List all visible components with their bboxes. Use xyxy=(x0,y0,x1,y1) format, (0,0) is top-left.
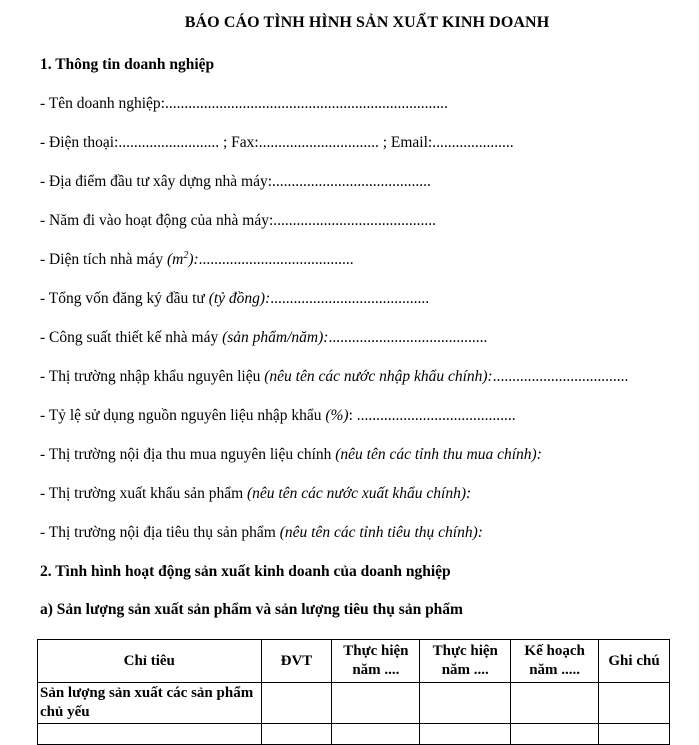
table-cell-empty[interactable] xyxy=(511,724,599,745)
col-header-ghichu: Ghi chú xyxy=(599,640,670,683)
field-ten-dots[interactable]: ......................................................................... xyxy=(164,95,448,112)
table-cell[interactable] xyxy=(261,683,332,724)
col-header-chitieu: Chỉ tiêu xyxy=(38,640,262,683)
field-von-unit: (tỷ đồng): xyxy=(208,290,271,307)
table-cell-empty[interactable] xyxy=(420,724,511,745)
field-dientich-label: - Diện tích nhà máy xyxy=(40,251,167,268)
field-thitruong-nd-label: - Thị trường nội địa thu mua nguyên liệu chính xyxy=(40,446,336,463)
field-nam xyxy=(40,212,436,230)
field-congsuat-label: - Công suất thiết kế nhà máy xyxy=(40,329,223,346)
field-tyle-unit: (%) xyxy=(325,407,349,424)
field-nam-dots[interactable]: .......................................... xyxy=(273,212,437,229)
field-tyle-colon: : xyxy=(348,407,357,424)
table-cell-empty[interactable] xyxy=(332,724,420,745)
field-tyle-label: - Tỷ lệ sử dụng nguồn nguyên liệu nhập khẩu xyxy=(40,407,326,424)
field-von xyxy=(40,290,429,308)
field-dientich xyxy=(40,251,354,269)
field-fax-dots[interactable]: ............................... xyxy=(258,134,379,151)
field-ten-label: - Tên doanh nghiệp: xyxy=(40,95,165,112)
table-cell[interactable] xyxy=(511,683,599,724)
field-von-label: - Tổng vốn đăng ký đầu tư xyxy=(40,290,209,307)
field-thitruong-nd-note: (nêu tên các tỉnh thu mua chính): xyxy=(335,446,542,463)
row-label: Sản lượng sản xuất các sản phẩm chủ yếu xyxy=(38,683,262,724)
table-cell[interactable] xyxy=(332,683,420,724)
field-thitruong-nk-dots[interactable]: ................................... xyxy=(492,368,629,385)
field-thitruong-xk-label: - Thị trường xuất khẩu sản phẩm xyxy=(40,485,248,502)
field-von-dots[interactable]: ......................................... xyxy=(270,290,430,307)
field-thitruong-nk-label: - Thị trường nhập khẩu nguyên liệu xyxy=(40,368,265,385)
section2-sub-a: a) Sản lượng sản xuất sản phẩm và sản lượng tiêu thụ sản phẩm xyxy=(40,601,463,618)
col-header-thuchien-1: Thực hiện năm .... xyxy=(332,640,420,683)
field-fax-label: ; Fax: xyxy=(219,134,259,151)
col-header-kehoach: Kế hoạch năm ..... xyxy=(511,640,599,683)
table-cell-empty[interactable] xyxy=(261,724,332,745)
field-nam-label: - Năm đi vào hoạt động của nhà máy: xyxy=(40,212,274,229)
field-email-dots[interactable]: ..................... xyxy=(432,134,514,151)
field-thitruong-tt-label: - Thị trường nội địa tiêu thụ sản phẩm xyxy=(40,524,280,541)
field-ten xyxy=(40,95,448,113)
field-dienthoai-label: - Điện thoại: xyxy=(40,134,119,151)
field-thitruong-xk-note: (nêu tên các nước xuất khẩu chính): xyxy=(247,485,472,502)
section1-heading: 1. Thông tin doanh nghiệp xyxy=(40,56,215,73)
field-thitruong-xk xyxy=(40,485,471,503)
field-thitruong-tt xyxy=(40,524,483,542)
field-congsuat-dots[interactable]: ......................................... xyxy=(328,329,488,346)
field-diadiem xyxy=(40,173,431,191)
field-dientich-dots[interactable]: ........................................ xyxy=(198,251,354,268)
table-row-continued xyxy=(38,724,670,745)
field-thitruong-nk xyxy=(40,368,628,386)
field-congsuat-unit: (sản phẩm/năm): xyxy=(222,329,329,346)
table-header-row xyxy=(38,640,670,683)
field-congsuat xyxy=(40,329,487,347)
field-diadiem-label: - Địa điểm đầu tư xây dựng nhà máy: xyxy=(40,173,273,190)
field-thitruong-nd xyxy=(40,446,542,464)
field-diadiem-dots[interactable]: ......................................... xyxy=(272,173,431,190)
field-thitruong-nk-note: (nêu tên các nước nhập khẩu chính): xyxy=(264,368,493,385)
table-cell[interactable] xyxy=(420,683,511,724)
table-row xyxy=(38,683,670,724)
field-tyle xyxy=(40,407,516,425)
col-header-dvt: ĐVT xyxy=(261,640,332,683)
field-dienthoai xyxy=(40,134,514,152)
col-header-thuchien-2: Thực hiện năm .... xyxy=(420,640,511,683)
table-cell-empty[interactable] xyxy=(38,724,262,745)
production-table xyxy=(37,639,670,745)
title-wrap xyxy=(0,14,699,32)
field-email-label: ; Email: xyxy=(378,134,433,151)
field-tyle-dots[interactable]: ......................................... xyxy=(356,407,516,424)
section2-heading: 2. Tình hình hoạt động sản xuất kinh doanh của doanh nghiệp xyxy=(40,563,451,580)
field-thitruong-tt-note: (nêu tên các tỉnh tiêu thụ chính): xyxy=(279,524,483,541)
table-cell[interactable] xyxy=(599,683,670,724)
table-cell-empty[interactable] xyxy=(599,724,670,745)
page-title: BÁO CÁO TÌNH HÌNH SẢN XUẤT KINH DOANH xyxy=(184,14,550,31)
field-dientich-unit: $(m^2)$: xyxy=(166,249,199,268)
field-dienthoai-dots[interactable]: .......................... xyxy=(118,134,220,151)
